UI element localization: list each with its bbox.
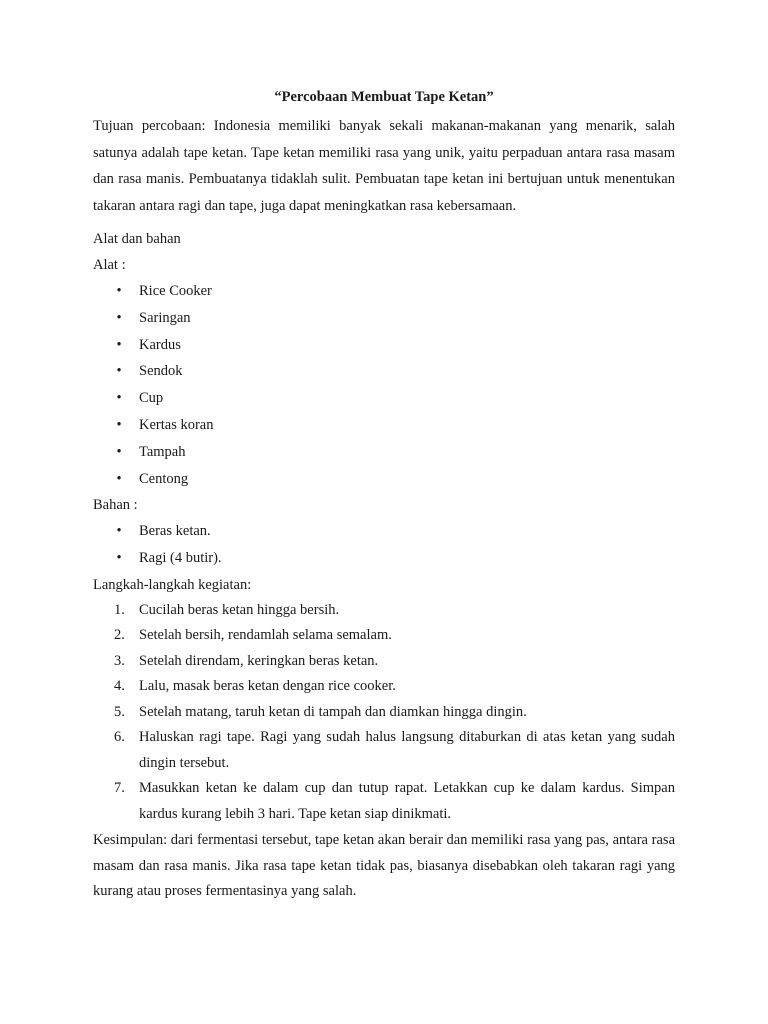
tool-item: Rice Cooker [139,283,212,299]
step-item [93,700,675,726]
list-item [93,332,675,359]
tool-item: Centong [139,470,189,487]
bullet-icon: • [116,416,122,433]
tool-item: Tampah [139,443,186,460]
step-number: 6. [114,729,125,746]
materials-list [93,518,675,572]
steps-list [93,598,675,828]
material-item: Beras ketan. [139,523,211,540]
step-item [93,776,675,827]
list-item [93,466,675,493]
step-text: Masukkan ketan ke dalam cup dan tutup rapat. Letakkan cup ke dalam kardus. Simpan kardus kurang lebih 3 hari. Tape ketan siap dinikmati. [139,780,675,822]
list-item [93,412,675,439]
step-number: 2. [114,627,125,644]
tool-item: Cup [139,390,164,407]
tools-materials-heading: Alat dan bahan [93,231,181,247]
bullet-icon: • [116,550,122,567]
list-item [93,305,675,332]
step-number: 3. [114,652,125,669]
bullet-icon: • [116,283,122,299]
intro-paragraph: Tujuan percobaan: Indonesia memiliki banyak sekali makanan-makanan yang menarik, salah satunya adalah tape ketan. Tape ketan memiliki rasa yang unik, yaitu perpaduan antara rasa masam dan rasa manis. Pembuatanya tidaklah sulit. Pembuatan tape ketan ini bertujuan untuk menentukan takaran antara ragi dan tape, juga dapat meningkatkan rasa kebersamaan. [93,118,675,214]
step-item [93,725,675,776]
conclusion-paragraph: Kesimpulan: dari fermentasi tersebut, tape ketan akan berair dan memiliki rasa yang pas, antara rasa masam dan rasa manis. Jika rasa tape ketan tidak pas, biasanya disebabkan oleh takaran ragi yang kurang atau proses fermentasinya yang salah. [93,832,675,900]
list-item [93,518,675,545]
document-page [93,84,675,905]
tools-list [93,278,675,492]
tool-item: Sendok [139,363,183,380]
step-item [93,623,675,649]
tools-label: Alat : [93,257,126,273]
step-item [93,598,675,624]
tool-item: Kardus [139,336,181,353]
step-text: Setelah direndam, keringkan beras ketan. [139,652,379,669]
step-text: Haluskan ragi tape. Ragi yang sudah halus langsung ditaburkan di atas ketan yang sudah dingin tersebut. [139,729,675,771]
list-item [93,545,675,572]
list-item [93,358,675,385]
step-text: Setelah bersih, rendamlah selama semalam. [139,627,392,644]
bullet-icon: • [116,390,122,407]
steps-label: Langkah-langkah kegiatan: [93,576,252,593]
step-text: Lalu, masak beras ketan dengan rice cooker. [139,678,396,695]
step-number: 1. [114,601,125,618]
bullet-icon: • [116,523,122,540]
material-item: Ragi (4 butir). [139,550,222,567]
bullet-icon: • [116,363,122,380]
bullet-icon: • [116,336,122,353]
list-item [93,385,675,412]
tool-item: Saringan [139,309,191,326]
step-number: 4. [114,678,125,695]
step-text: Setelah matang, taruh ketan di tampah dan diamkan hingga dingin. [139,703,527,720]
step-item [93,674,675,700]
bullet-icon: • [116,443,122,460]
list-item [93,278,675,305]
bullet-icon: • [116,470,122,487]
document-title: “Percobaan Membuat Tape Ketan” [274,89,494,105]
tool-item: Kertas koran [139,416,214,433]
step-item [93,649,675,675]
step-number: 5. [114,703,125,720]
step-number: 7. [114,780,125,797]
materials-label: Bahan : [93,497,138,514]
bullet-icon: • [116,309,122,326]
step-text: Cucilah beras ketan hingga bersih. [139,601,340,618]
list-item [93,439,675,466]
